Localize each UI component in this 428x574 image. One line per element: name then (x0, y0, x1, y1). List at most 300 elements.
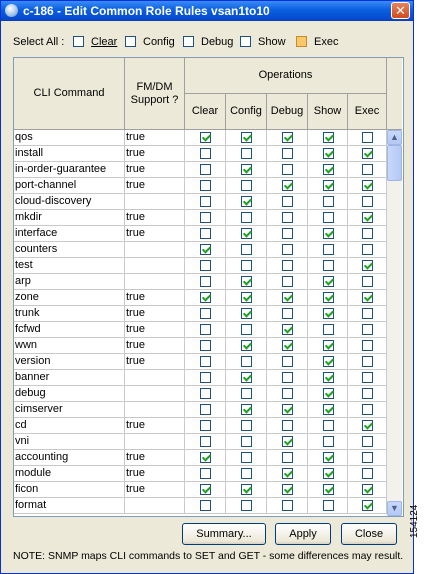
debug-checkbox[interactable] (282, 324, 293, 335)
fm-dm-support-cell: true (125, 354, 185, 370)
select-all-config-checkbox[interactable] (125, 36, 136, 47)
show-checkbox[interactable] (323, 260, 334, 271)
config-checkbox[interactable] (241, 260, 252, 271)
exec-checkbox[interactable] (362, 212, 373, 223)
fm-dm-support-cell (125, 194, 185, 210)
config-cell (226, 274, 267, 290)
config-checkbox[interactable] (241, 356, 252, 367)
exec-checkbox[interactable] (362, 340, 373, 351)
debug-checkbox[interactable] (282, 404, 293, 415)
exec-cell (348, 434, 387, 450)
debug-checkbox[interactable] (282, 420, 293, 431)
table-row[interactable] (14, 418, 387, 434)
table-row[interactable] (14, 306, 387, 322)
fm-dm-support-cell (125, 434, 185, 450)
show-cell (308, 290, 348, 306)
exec-cell (348, 274, 387, 290)
config-cell (226, 210, 267, 226)
debug-cell (267, 482, 308, 498)
select-all-bar (13, 35, 393, 51)
show-cell (308, 274, 348, 290)
debug-cell (267, 290, 308, 306)
debug-checkbox[interactable] (282, 244, 293, 255)
debug-checkbox[interactable] (282, 340, 293, 351)
debug-checkbox[interactable] (282, 276, 293, 287)
table-row[interactable] (14, 146, 387, 162)
fm-dm-support-cell: true (125, 130, 185, 146)
header-operations: Operations (185, 58, 387, 94)
header-corner (387, 58, 402, 130)
debug-cell (267, 322, 308, 338)
config-checkbox[interactable] (241, 148, 252, 159)
show-cell (308, 338, 348, 354)
config-checkbox[interactable] (241, 324, 252, 335)
scroll-up-button[interactable] (387, 130, 402, 145)
clear-checkbox[interactable] (200, 292, 211, 303)
exec-checkbox[interactable] (362, 260, 373, 271)
debug-checkbox[interactable] (282, 452, 293, 463)
table-row[interactable] (14, 226, 387, 242)
show-checkbox[interactable] (323, 212, 334, 223)
config-checkbox[interactable] (241, 420, 252, 431)
debug-checkbox[interactable] (282, 180, 293, 191)
exec-checkbox[interactable] (362, 132, 373, 143)
show-cell (308, 482, 348, 498)
show-checkbox[interactable] (323, 308, 334, 319)
debug-cell (267, 354, 308, 370)
debug-cell (267, 402, 308, 418)
clear-checkbox[interactable] (200, 468, 211, 479)
fm-dm-support-cell: true (125, 322, 185, 338)
debug-cell (267, 418, 308, 434)
show-checkbox[interactable] (323, 244, 334, 255)
cli-command-cell: port-channel (14, 178, 125, 194)
show-cell (308, 418, 348, 434)
show-cell (308, 242, 348, 258)
table-row[interactable] (14, 194, 387, 210)
cli-command-cell: zone (14, 290, 125, 306)
config-checkbox[interactable] (241, 436, 252, 447)
config-cell (226, 482, 267, 498)
vertical-scrollbar[interactable] (387, 130, 402, 516)
show-cell (308, 162, 348, 178)
table-row[interactable] (14, 482, 387, 498)
table-header (14, 58, 402, 130)
show-checkbox[interactable] (323, 468, 334, 479)
show-checkbox[interactable] (323, 388, 334, 399)
exec-cell (348, 306, 387, 322)
debug-checkbox[interactable] (282, 212, 293, 223)
exec-checkbox[interactable] (362, 500, 373, 511)
cli-command-cell: wwn (14, 338, 125, 354)
show-cell (308, 354, 348, 370)
debug-checkbox[interactable] (282, 132, 293, 143)
debug-checkbox[interactable] (282, 228, 293, 239)
config-checkbox[interactable] (241, 244, 252, 255)
exec-cell (348, 386, 387, 402)
cli-command-cell: vni (14, 434, 125, 450)
exec-checkbox[interactable] (362, 292, 373, 303)
table-row[interactable] (14, 274, 387, 290)
show-checkbox[interactable] (323, 276, 334, 287)
clear-checkbox[interactable] (200, 340, 211, 351)
debug-checkbox[interactable] (282, 436, 293, 447)
show-cell (308, 306, 348, 322)
config-checkbox[interactable] (241, 196, 252, 207)
header-show[interactable]: Show (308, 94, 348, 130)
show-cell (308, 370, 348, 386)
clear-checkbox[interactable] (200, 132, 211, 143)
config-cell (226, 226, 267, 242)
show-checkbox[interactable] (323, 196, 334, 207)
config-cell (226, 242, 267, 258)
table-row[interactable] (14, 258, 387, 274)
config-checkbox[interactable] (241, 372, 252, 383)
config-cell (226, 306, 267, 322)
debug-checkbox[interactable] (282, 468, 293, 479)
config-checkbox[interactable] (241, 452, 252, 463)
select-all-exec-label: Exec (314, 36, 339, 48)
exec-checkbox[interactable] (362, 196, 373, 207)
debug-checkbox[interactable] (282, 260, 293, 271)
exec-cell (348, 130, 387, 146)
table-row[interactable] (14, 130, 387, 146)
exec-checkbox[interactable] (362, 372, 373, 383)
fm-dm-support-cell: true (125, 338, 185, 354)
clear-checkbox[interactable] (200, 196, 211, 207)
select-all-config-label: Config (143, 36, 175, 48)
config-checkbox[interactable] (241, 180, 252, 191)
select-all-debug-checkbox[interactable] (183, 36, 194, 47)
show-cell (308, 146, 348, 162)
clear-cell (185, 258, 226, 274)
exec-cell (348, 242, 387, 258)
close-window-button[interactable] (391, 2, 410, 19)
table-row[interactable] (14, 210, 387, 226)
clear-cell (185, 178, 226, 194)
cli-command-cell: in-order-guarantee (14, 162, 125, 178)
exec-checkbox[interactable] (362, 436, 373, 447)
fm-dm-support-cell (125, 402, 185, 418)
exec-checkbox[interactable] (362, 228, 373, 239)
debug-cell (267, 210, 308, 226)
title-bar[interactable] (1, 1, 413, 21)
debug-checkbox[interactable] (282, 500, 293, 511)
clear-checkbox[interactable] (200, 500, 211, 511)
rules-table (13, 57, 404, 517)
config-checkbox[interactable] (241, 164, 252, 175)
cli-command-cell: cloud-discovery (14, 194, 125, 210)
debug-checkbox[interactable] (282, 196, 293, 207)
clear-cell (185, 482, 226, 498)
exec-cell (348, 162, 387, 178)
exec-checkbox[interactable] (362, 244, 373, 255)
header-fm-dm-support[interactable]: FM/DM Support ? (125, 58, 185, 130)
table-row[interactable] (14, 498, 387, 514)
table-row[interactable] (14, 370, 387, 386)
debug-checkbox[interactable] (282, 292, 293, 303)
config-cell (226, 418, 267, 434)
table-row[interactable] (14, 322, 387, 338)
exec-cell (348, 290, 387, 306)
show-checkbox[interactable] (323, 372, 334, 383)
config-checkbox[interactable] (241, 292, 252, 303)
fm-dm-support-cell: true (125, 418, 185, 434)
header-cli-command[interactable]: CLI Command (14, 58, 125, 130)
config-cell (226, 434, 267, 450)
config-checkbox[interactable] (241, 276, 252, 287)
scroll-up-icon: ▲ (390, 132, 399, 142)
show-checkbox[interactable] (323, 500, 334, 511)
config-cell (226, 258, 267, 274)
exec-checkbox[interactable] (362, 356, 373, 367)
scroll-thumb[interactable] (387, 145, 402, 181)
exec-cell (348, 498, 387, 514)
debug-checkbox[interactable] (282, 372, 293, 383)
cli-command-cell: accounting (14, 450, 125, 466)
snmp-note: NOTE: SNMP maps CLI commands to SET and GET - some differences may result. (13, 550, 404, 562)
exec-cell (348, 146, 387, 162)
clear-checkbox[interactable] (200, 388, 211, 399)
table-row[interactable] (14, 434, 387, 450)
clear-checkbox[interactable] (200, 324, 211, 335)
clear-cell (185, 162, 226, 178)
exec-checkbox[interactable] (362, 276, 373, 287)
cli-command-cell: debug (14, 386, 125, 402)
cli-command-cell: cd (14, 418, 125, 434)
select-all-label: Select All : (13, 36, 65, 48)
config-checkbox[interactable] (241, 340, 252, 351)
exec-cell (348, 370, 387, 386)
fm-dm-support-cell: true (125, 178, 185, 194)
exec-cell (348, 178, 387, 194)
table-row[interactable] (14, 450, 387, 466)
show-cell (308, 258, 348, 274)
fm-dm-support-cell (125, 498, 185, 514)
show-checkbox[interactable] (323, 452, 334, 463)
cli-command-cell: cimserver (14, 402, 125, 418)
fm-dm-support-cell: true (125, 162, 185, 178)
clear-cell (185, 274, 226, 290)
show-cell (308, 466, 348, 482)
debug-cell (267, 242, 308, 258)
exec-checkbox[interactable] (362, 420, 373, 431)
clear-cell (185, 130, 226, 146)
exec-checkbox[interactable] (362, 404, 373, 415)
debug-checkbox[interactable] (282, 148, 293, 159)
debug-checkbox[interactable] (282, 308, 293, 319)
config-checkbox[interactable] (241, 132, 252, 143)
table-row[interactable] (14, 242, 387, 258)
summary-button[interactable]: Summary... (182, 523, 266, 545)
cli-command-cell: ficon (14, 482, 125, 498)
show-cell (308, 226, 348, 242)
exec-cell (348, 210, 387, 226)
cli-command-cell: counters (14, 242, 125, 258)
show-checkbox[interactable] (323, 340, 334, 351)
config-checkbox[interactable] (241, 484, 252, 495)
select-all-clear-checkbox[interactable] (73, 36, 84, 47)
exec-cell (348, 466, 387, 482)
clear-checkbox[interactable] (200, 228, 211, 239)
clear-checkbox[interactable] (200, 164, 211, 175)
config-checkbox[interactable] (241, 212, 252, 223)
scroll-down-icon: ▼ (390, 503, 399, 513)
exec-checkbox[interactable] (362, 148, 373, 159)
clear-checkbox[interactable] (200, 452, 211, 463)
clear-cell (185, 418, 226, 434)
config-cell (226, 290, 267, 306)
debug-checkbox[interactable] (282, 164, 293, 175)
clear-checkbox[interactable] (200, 180, 211, 191)
show-checkbox[interactable] (323, 404, 334, 415)
exec-checkbox[interactable] (362, 484, 373, 495)
clear-cell (185, 306, 226, 322)
exec-cell (348, 450, 387, 466)
fm-dm-support-cell: true (125, 226, 185, 242)
show-checkbox[interactable] (323, 180, 334, 191)
show-cell (308, 402, 348, 418)
exec-cell (348, 258, 387, 274)
exec-cell (348, 482, 387, 498)
cli-command-cell: mkdir (14, 210, 125, 226)
config-cell (226, 322, 267, 338)
table-row[interactable] (14, 338, 387, 354)
fm-dm-support-cell (125, 370, 185, 386)
clear-checkbox[interactable] (200, 484, 211, 495)
show-checkbox[interactable] (323, 436, 334, 447)
clear-cell (185, 450, 226, 466)
debug-cell (267, 258, 308, 274)
config-checkbox[interactable] (241, 404, 252, 415)
table-row[interactable] (14, 466, 387, 482)
show-checkbox[interactable] (323, 324, 334, 335)
exec-cell (348, 354, 387, 370)
scroll-down-button[interactable] (387, 501, 402, 516)
show-checkbox[interactable] (323, 484, 334, 495)
config-cell (226, 370, 267, 386)
exec-cell (348, 226, 387, 242)
table-row[interactable] (14, 386, 387, 402)
exec-checkbox[interactable] (362, 180, 373, 191)
clear-checkbox[interactable] (200, 308, 211, 319)
fm-dm-support-cell: true (125, 450, 185, 466)
header-exec[interactable]: Exec (348, 94, 387, 130)
header-clear[interactable]: Clear (185, 94, 226, 130)
exec-checkbox[interactable] (362, 468, 373, 479)
exec-checkbox[interactable] (362, 452, 373, 463)
clear-checkbox[interactable] (200, 276, 211, 287)
select-all-exec-checkbox[interactable] (296, 36, 307, 47)
select-all-show-checkbox[interactable] (240, 36, 251, 47)
fm-dm-support-cell: true (125, 146, 185, 162)
show-checkbox[interactable] (323, 132, 334, 143)
clear-cell (185, 402, 226, 418)
debug-checkbox[interactable] (282, 388, 293, 399)
clear-cell (185, 386, 226, 402)
exec-checkbox[interactable] (362, 164, 373, 175)
fm-dm-support-cell: true (125, 306, 185, 322)
show-cell (308, 386, 348, 402)
debug-checkbox[interactable] (282, 356, 293, 367)
header-debug[interactable]: Debug (267, 94, 308, 130)
exec-checkbox[interactable] (362, 388, 373, 399)
cli-command-cell: trunk (14, 306, 125, 322)
debug-cell (267, 450, 308, 466)
header-config[interactable]: Config (226, 94, 267, 130)
debug-cell (267, 338, 308, 354)
show-cell (308, 434, 348, 450)
clear-checkbox[interactable] (200, 148, 211, 159)
debug-cell (267, 498, 308, 514)
exec-checkbox[interactable] (362, 308, 373, 319)
clear-checkbox[interactable] (200, 404, 211, 415)
config-checkbox[interactable] (241, 468, 252, 479)
cli-command-cell: install (14, 146, 125, 162)
fm-dm-support-cell: true (125, 482, 185, 498)
close-icon: ✕ (395, 3, 406, 18)
config-checkbox[interactable] (241, 500, 252, 511)
cli-command-cell: test (14, 258, 125, 274)
config-checkbox[interactable] (241, 308, 252, 319)
cli-command-cell: arp (14, 274, 125, 290)
exec-cell (348, 322, 387, 338)
clear-checkbox[interactable] (200, 212, 211, 223)
show-cell (308, 450, 348, 466)
config-cell (226, 386, 267, 402)
show-checkbox[interactable] (323, 292, 334, 303)
debug-cell (267, 178, 308, 194)
table-row[interactable] (14, 290, 387, 306)
clear-checkbox[interactable] (200, 244, 211, 255)
clear-checkbox[interactable] (200, 420, 211, 431)
table-row[interactable] (14, 162, 387, 178)
debug-checkbox[interactable] (282, 484, 293, 495)
config-cell (226, 162, 267, 178)
clear-checkbox[interactable] (200, 356, 211, 367)
table-row[interactable] (14, 354, 387, 370)
debug-cell (267, 130, 308, 146)
close-button[interactable]: Close (341, 523, 397, 545)
cli-command-cell: qos (14, 130, 125, 146)
exec-cell (348, 418, 387, 434)
config-checkbox[interactable] (241, 228, 252, 239)
config-cell (226, 450, 267, 466)
clear-cell (185, 370, 226, 386)
config-cell (226, 194, 267, 210)
show-checkbox[interactable] (323, 228, 334, 239)
clear-cell (185, 338, 226, 354)
table-row[interactable] (14, 178, 387, 194)
exec-checkbox[interactable] (362, 324, 373, 335)
clear-cell (185, 194, 226, 210)
config-checkbox[interactable] (241, 388, 252, 399)
clear-cell (185, 354, 226, 370)
debug-cell (267, 434, 308, 450)
show-checkbox[interactable] (323, 356, 334, 367)
clear-checkbox[interactable] (200, 436, 211, 447)
apply-button[interactable]: Apply (275, 523, 331, 545)
cli-command-cell: interface (14, 226, 125, 242)
clear-checkbox[interactable] (200, 260, 211, 271)
show-checkbox[interactable] (323, 164, 334, 175)
table-row[interactable] (14, 402, 387, 418)
show-checkbox[interactable] (323, 148, 334, 159)
show-checkbox[interactable] (323, 420, 334, 431)
show-cell (308, 130, 348, 146)
clear-checkbox[interactable] (200, 372, 211, 383)
clear-cell (185, 226, 226, 242)
